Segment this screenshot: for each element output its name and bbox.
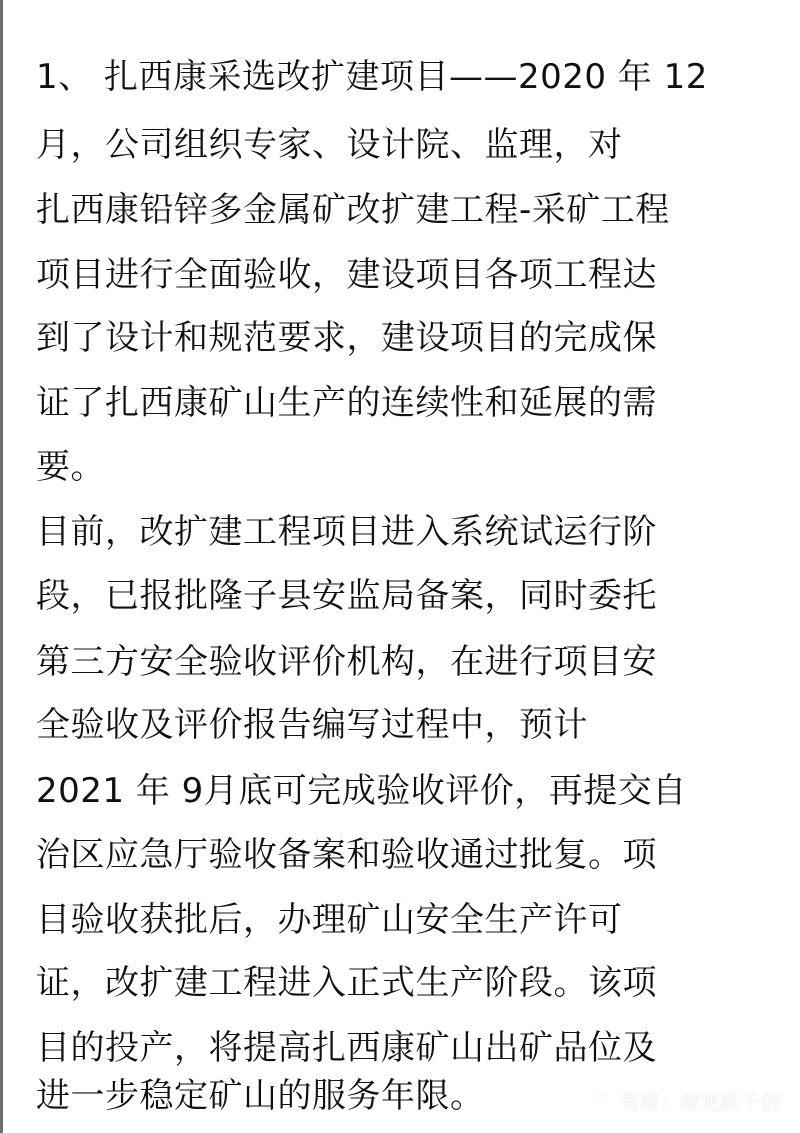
text-line-6: 证了扎西康矿山生产的连续性和延展的需 — [36, 383, 657, 423]
text-line-4: 项目进行全面验收，建设项目各项工程达 — [36, 255, 657, 295]
text-line-3: 扎西康铅锌多金属矿改扩建工程-采矿工程 — [36, 190, 670, 230]
text-line-8: 目前，改扩建工程项目进入系统试运行阶 — [36, 512, 657, 552]
text-line-9: 段，已报批隆子县安监局备案，同时委托 — [36, 576, 657, 616]
text-line-2: 月，公司组织专家、设计院、监理，对 — [36, 125, 623, 165]
text-line-5: 到了设计和规范要求，建设项目的完成保 — [36, 318, 657, 358]
text-line-11: 全验收及评价报告编写过程中，预计 — [36, 705, 588, 745]
text-line-1: 1、 扎西康采选改扩建项目——2020 年 12 — [36, 57, 708, 97]
snowball-logo-icon — [588, 1088, 614, 1114]
text-line-12: 2021 年 9月底可完成验收评价，再提交自 — [36, 771, 687, 811]
text-line-13: 治区应急厅验收备案和验收通过批复。项 — [36, 835, 657, 875]
text-line-14: 目验收获批后，办理矿山安全生产许可 — [36, 900, 623, 940]
text-line-7: 要。 — [36, 447, 105, 487]
text-line-16: 目的投产，将提高扎西康矿山出矿品位及 — [36, 1028, 657, 1068]
watermark-text: 雪球：潜龙跃千仞 — [620, 1090, 780, 1114]
watermark — [588, 1086, 780, 1115]
text-line-10: 第三方安全验收评价机构，在进行项目安 — [36, 642, 657, 682]
text-line-17: 进一步稳定矿山的服务年限。 — [36, 1076, 485, 1116]
text-line-15: 证，改扩建工程进入正式生产阶段。该项 — [36, 963, 657, 1003]
snowball-logo-glyph: ⌒ — [594, 1093, 607, 1108]
